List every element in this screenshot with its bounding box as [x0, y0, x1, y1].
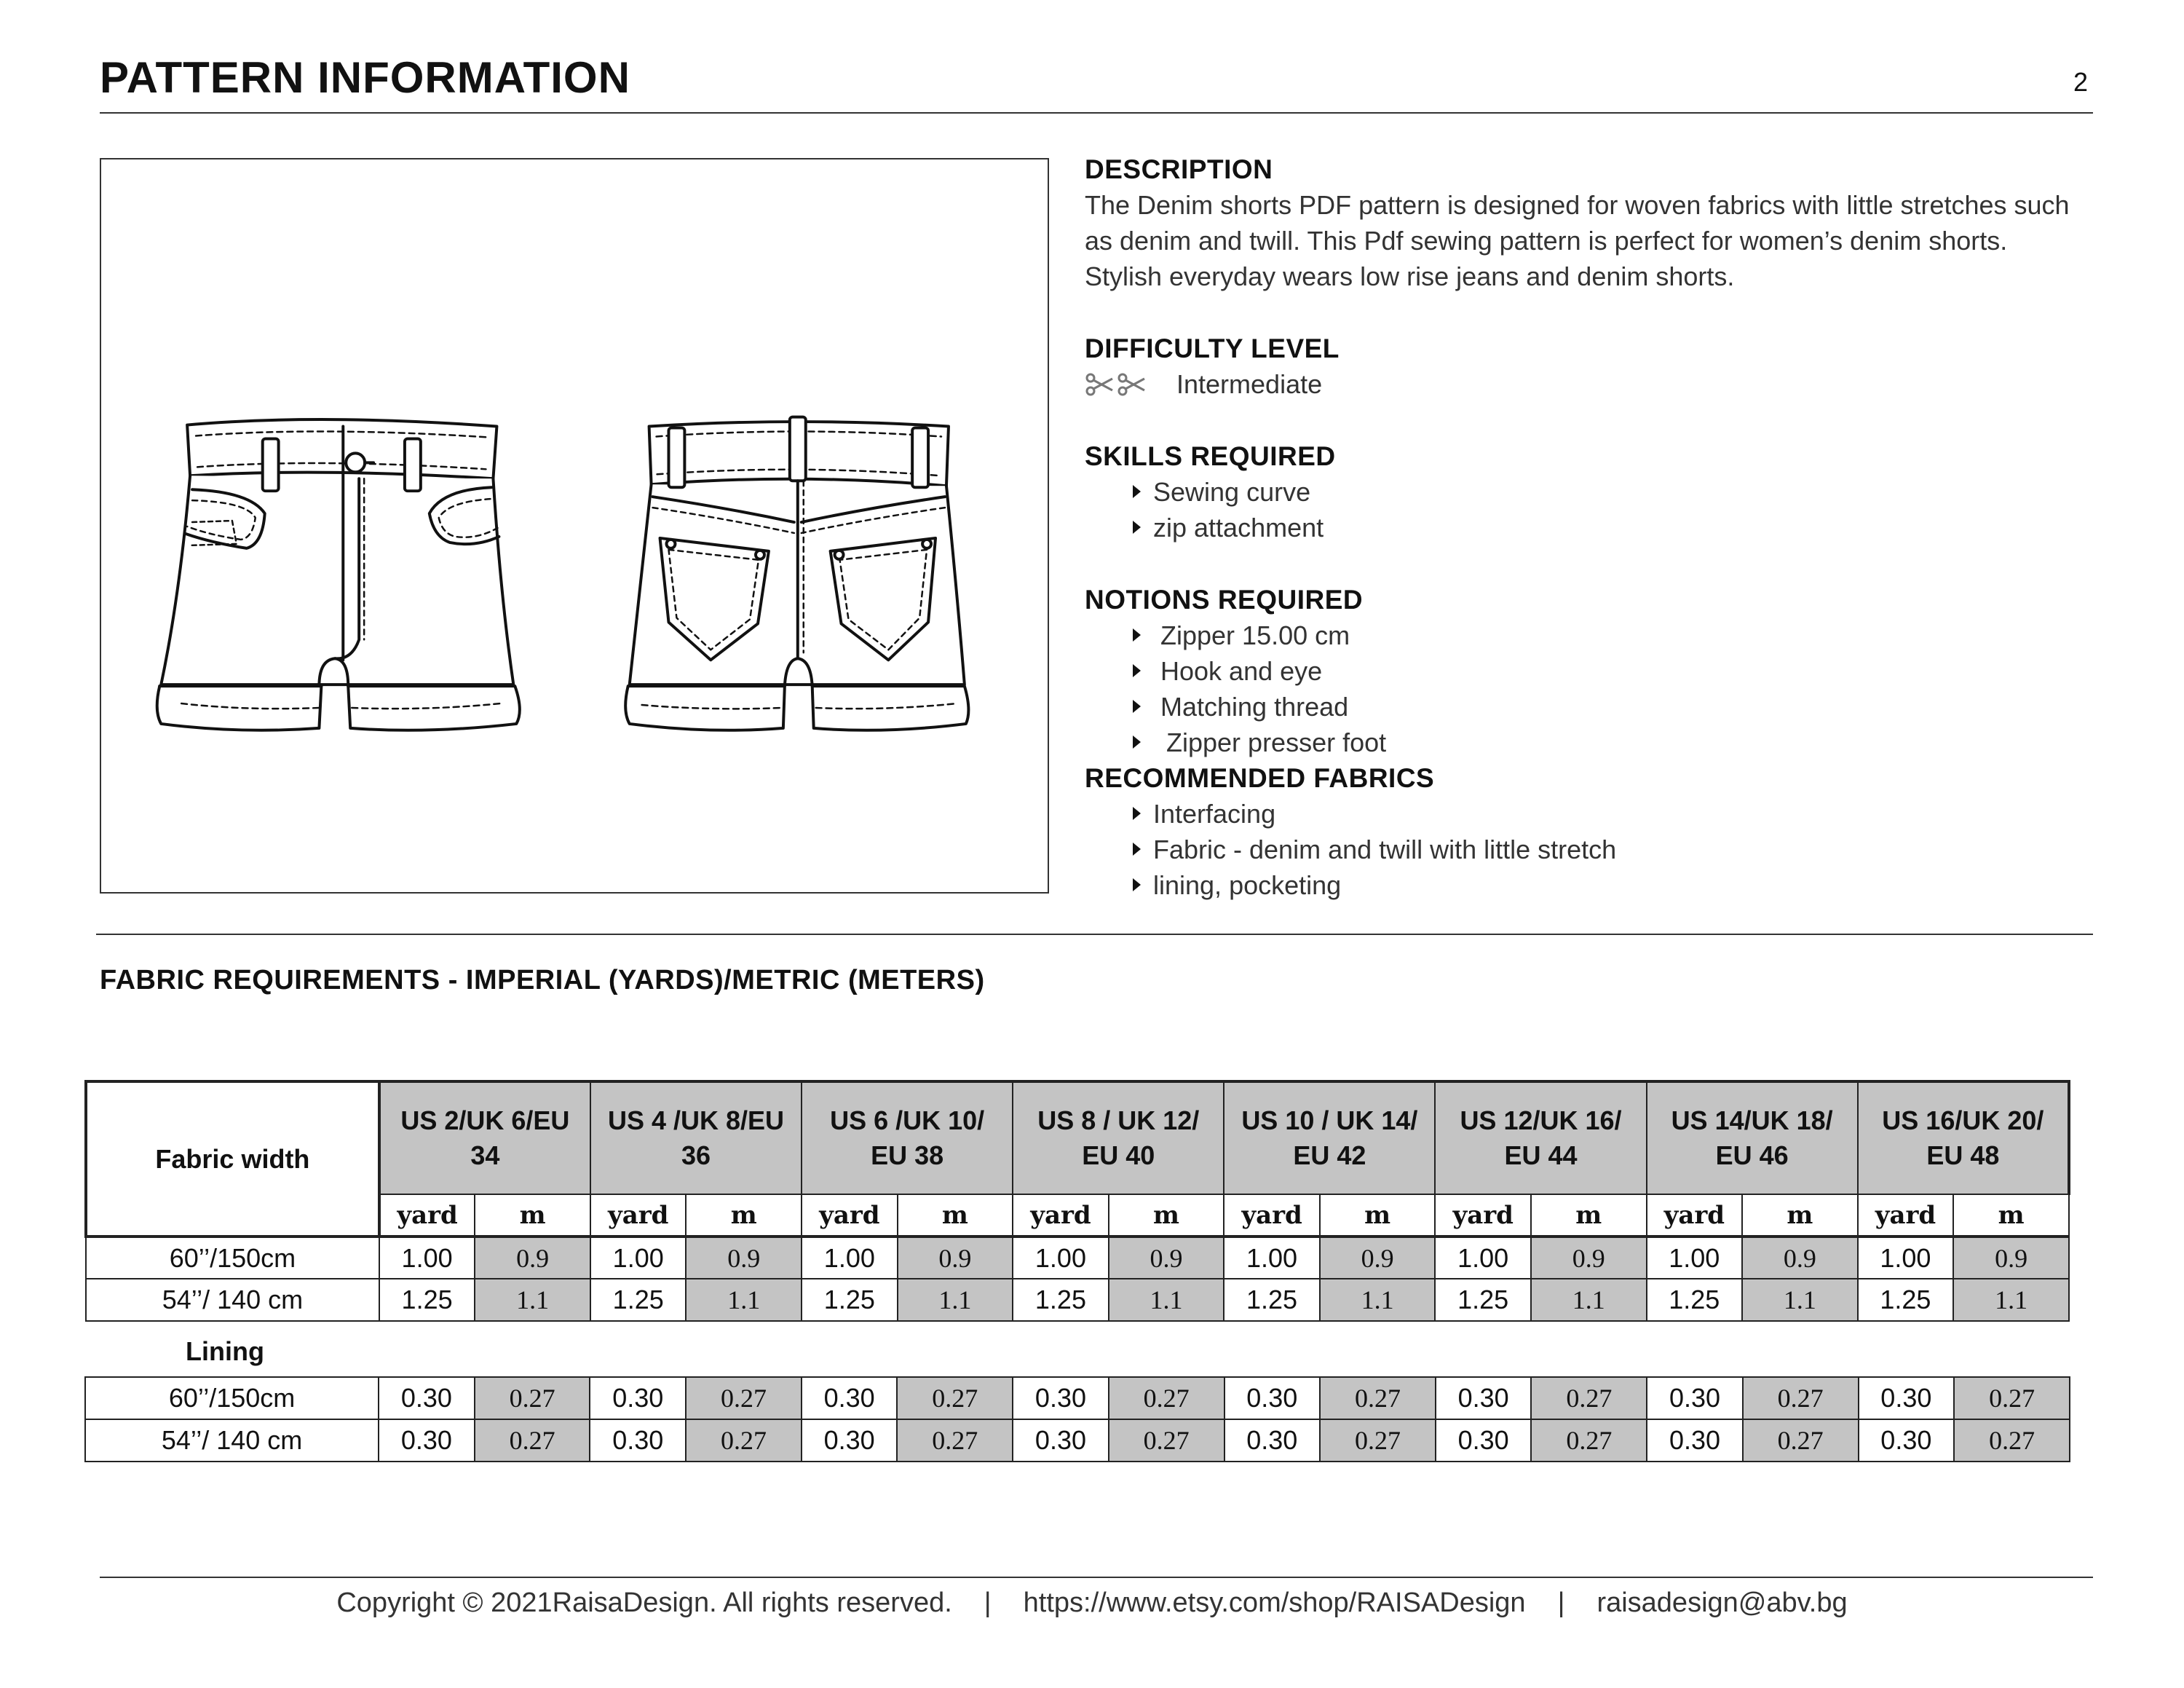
meter-value: 0.27 [1320, 1419, 1436, 1462]
size-header-line: EU 48 [1926, 1140, 2000, 1170]
meter-value: 0.27 [1743, 1419, 1859, 1462]
fabrics-heading: RECOMMENDED FABRICS [1085, 763, 1435, 793]
size-header-line: US 4 /UK 8/EU [607, 1105, 785, 1135]
size-header-line: 34 [470, 1140, 500, 1170]
meter-value: 0.9 [1320, 1237, 1436, 1279]
fabric-requirements-title: FABRIC REQUIREMENTS - IMPERIAL (YARDS)/METRIC (METERS) [100, 965, 985, 995]
list-item: Interfacing [1085, 796, 2162, 832]
size-header [802, 1081, 1013, 1194]
list-item: Zipper 15.00 cm [1085, 618, 2162, 653]
meter-value: 0.27 [1954, 1419, 2070, 1462]
table-row [86, 1237, 2069, 1279]
yard-value: 1.00 [1013, 1237, 1108, 1279]
meter-value: 0.9 [1109, 1237, 1224, 1279]
meter-value: 1.1 [1109, 1279, 1224, 1321]
fabric-requirements-table [84, 1080, 2070, 1322]
footer-rule [100, 1577, 2093, 1578]
notions-heading: NOTIONS REQUIRED [1085, 585, 1364, 615]
size-header-line: EU 42 [1293, 1140, 1366, 1170]
yard-value: 0.30 [1647, 1419, 1743, 1462]
yard-value: 1.25 [1013, 1279, 1108, 1321]
size-header [1647, 1081, 1858, 1194]
email-link[interactable]: raisadesign@abv.bg [1597, 1588, 1848, 1618]
size-header [379, 1081, 590, 1194]
unit-yard-header: yard [590, 1194, 686, 1237]
yard-value: 1.25 [1224, 1279, 1319, 1321]
yard-value: 1.25 [1435, 1279, 1530, 1321]
yard-value: 0.30 [802, 1419, 898, 1462]
unit-yard-header: yard [1858, 1194, 1953, 1237]
fabric-width-cell: 54’’/ 140 cm [85, 1419, 379, 1462]
meter-value: 0.27 [1109, 1419, 1224, 1462]
yard-value: 1.25 [379, 1279, 475, 1321]
yard-value: 1.00 [1435, 1237, 1530, 1279]
yard-value: 0.30 [1013, 1419, 1109, 1462]
yard-value: 1.00 [379, 1237, 475, 1279]
meter-value: 0.9 [1953, 1237, 2069, 1279]
meter-value: 0.27 [897, 1419, 1013, 1462]
unit-yard-header: yard [1224, 1194, 1319, 1237]
table-row [85, 1377, 2070, 1419]
meter-value: 1.1 [475, 1279, 590, 1321]
meter-value: 0.9 [898, 1237, 1013, 1279]
yard-value: 1.00 [1647, 1237, 1742, 1279]
yard-value: 0.30 [1436, 1377, 1532, 1419]
yard-value: 0.30 [590, 1377, 686, 1419]
unit-m-header: m [686, 1194, 802, 1237]
yard-value: 1.25 [590, 1279, 686, 1321]
shop-link[interactable]: https://www.etsy.com/shop/RAISADesign [1023, 1588, 1526, 1618]
meter-value: 1.1 [898, 1279, 1013, 1321]
table-row [85, 1419, 2070, 1462]
meter-value: 0.9 [475, 1237, 590, 1279]
size-header [1858, 1081, 2069, 1194]
yard-value: 0.30 [1013, 1377, 1109, 1419]
yard-value: 0.30 [1224, 1419, 1321, 1462]
size-header [1224, 1081, 1435, 1194]
lining-label: Lining [186, 1336, 264, 1366]
yard-value: 0.30 [379, 1419, 475, 1462]
copyright-text: Copyright © 2021RaisaDesign. All rights reserved. [336, 1588, 952, 1618]
list-item: Matching thread [1085, 689, 2162, 725]
yard-value: 1.25 [1647, 1279, 1742, 1321]
yard-value: 1.00 [590, 1237, 686, 1279]
unit-m-header: m [898, 1194, 1013, 1237]
back-view-drawing [625, 417, 968, 730]
size-header-line: EU 38 [871, 1140, 944, 1170]
meter-value: 0.27 [1109, 1377, 1224, 1419]
footer: Copyright © 2021RaisaDesign. All rights reserved. | https://www.etsy.com/shop/RAISADesign | raisadesign@abv.bg [336, 1588, 1848, 1618]
meter-value: 0.27 [1743, 1377, 1859, 1419]
size-header-line: US 12/UK 16/ [1460, 1105, 1622, 1135]
unit-m-header: m [1531, 1194, 1647, 1237]
difficulty-heading: DIFFICULTY LEVEL [1085, 334, 1340, 363]
list-item: Sewing curve [1085, 474, 2162, 510]
table-row [86, 1279, 2069, 1321]
size-header-line: US 6 /UK 10/ [830, 1105, 985, 1135]
unit-m-header: m [475, 1194, 590, 1237]
section-rule [96, 934, 2093, 935]
meter-value: 0.27 [475, 1377, 590, 1419]
meter-value: 1.1 [1320, 1279, 1436, 1321]
meter-value: 0.27 [475, 1419, 590, 1462]
yard-value: 0.30 [1647, 1377, 1743, 1419]
size-header-line: EU 40 [1082, 1140, 1155, 1170]
size-header [1435, 1081, 1646, 1194]
description-heading: DESCRIPTION [1085, 154, 1273, 184]
fabric-width-cell: 60’’/150cm [86, 1237, 379, 1279]
meter-value: 0.27 [1531, 1377, 1647, 1419]
fabric-width-cell: 60’’/150cm [85, 1377, 379, 1419]
meter-value: 0.27 [897, 1377, 1013, 1419]
meter-value: 0.27 [686, 1419, 802, 1462]
yard-value: 1.00 [1858, 1237, 1953, 1279]
page-number: 2 [2073, 67, 2089, 97]
unit-m-header: m [1109, 1194, 1224, 1237]
meter-value: 0.27 [1320, 1377, 1436, 1419]
meter-value: 0.9 [1742, 1237, 1858, 1279]
list-item: lining, pocketing [1085, 867, 2162, 903]
header-rule [100, 112, 2093, 114]
unit-yard-header: yard [1435, 1194, 1530, 1237]
skills-heading: SKILLS REQUIRED [1085, 441, 1336, 471]
list-item: zip attachment [1085, 510, 2162, 545]
size-header-line: EU 46 [1715, 1140, 1789, 1170]
yard-value: 1.25 [802, 1279, 897, 1321]
page-title: PATTERN INFORMATION [100, 53, 630, 102]
unit-yard-header: yard [379, 1194, 475, 1237]
yard-value: 0.30 [1859, 1377, 1955, 1419]
yard-value: 0.30 [802, 1377, 898, 1419]
yard-value: 0.30 [590, 1419, 686, 1462]
meter-value: 1.1 [686, 1279, 802, 1321]
meter-value: 0.27 [686, 1377, 802, 1419]
size-header-line: US 16/UK 20/ [1882, 1105, 2044, 1135]
size-header-line: US 10 / UK 14/ [1241, 1105, 1418, 1135]
yard-value: 1.25 [1858, 1279, 1953, 1321]
fabric-width-header: Fabric width [86, 1081, 379, 1237]
lining-requirements-table [84, 1376, 2070, 1462]
unit-m-header: m [1742, 1194, 1858, 1237]
size-header [590, 1081, 802, 1194]
unit-m-header: m [1953, 1194, 2069, 1237]
meter-value: 0.27 [1531, 1419, 1647, 1462]
list-item: Hook and eye [1085, 653, 2162, 689]
unit-yard-header: yard [1013, 1194, 1108, 1237]
size-header-line: US 14/UK 18/ [1671, 1105, 1833, 1135]
size-header [1013, 1081, 1224, 1194]
yard-value: 0.30 [1224, 1377, 1321, 1419]
list-item: Fabric - denim and twill with little stretch [1085, 832, 2162, 867]
size-header-line: US 8 / UK 12/ [1037, 1105, 1200, 1135]
fabric-width-cell: 54’’/ 140 cm [86, 1279, 379, 1321]
meter-value: 0.9 [1531, 1237, 1647, 1279]
size-header-line: EU 44 [1504, 1140, 1578, 1170]
meter-value: 1.1 [1742, 1279, 1858, 1321]
difficulty-level: Intermediate [1176, 369, 1323, 399]
yard-value: 1.00 [802, 1237, 897, 1279]
shorts-flat-sketch [100, 158, 1049, 894]
description-line: The Denim shorts PDF pattern is designed for woven fabrics with little stretches such [1085, 190, 2070, 220]
meter-value: 0.27 [1954, 1377, 2070, 1419]
unit-yard-header: yard [1647, 1194, 1742, 1237]
description-line: Stylish everyday wears low rise jeans and denim shorts. [1085, 261, 1735, 291]
difficulty-row [1085, 366, 2162, 402]
scissors-icon [1085, 371, 1150, 398]
yard-value: 0.30 [1859, 1419, 1955, 1462]
pattern-info-panel [1085, 151, 2162, 903]
list-item: Zipper presser foot [1085, 725, 2162, 760]
yard-value: 1.00 [1224, 1237, 1319, 1279]
meter-value: 1.1 [1531, 1279, 1647, 1321]
size-header-line: 36 [681, 1140, 711, 1170]
unit-m-header: m [1320, 1194, 1436, 1237]
meter-value: 0.9 [686, 1237, 802, 1279]
unit-yard-header: yard [802, 1194, 897, 1237]
yard-value: 0.30 [379, 1377, 475, 1419]
size-header-line: US 2/UK 6/EU [400, 1105, 570, 1135]
yard-value: 0.30 [1436, 1419, 1532, 1462]
front-view-drawing [157, 419, 520, 730]
meter-value: 1.1 [1953, 1279, 2069, 1321]
description-line: as denim and twill. This Pdf sewing pattern is perfect for women’s denim shorts. [1085, 226, 2008, 256]
